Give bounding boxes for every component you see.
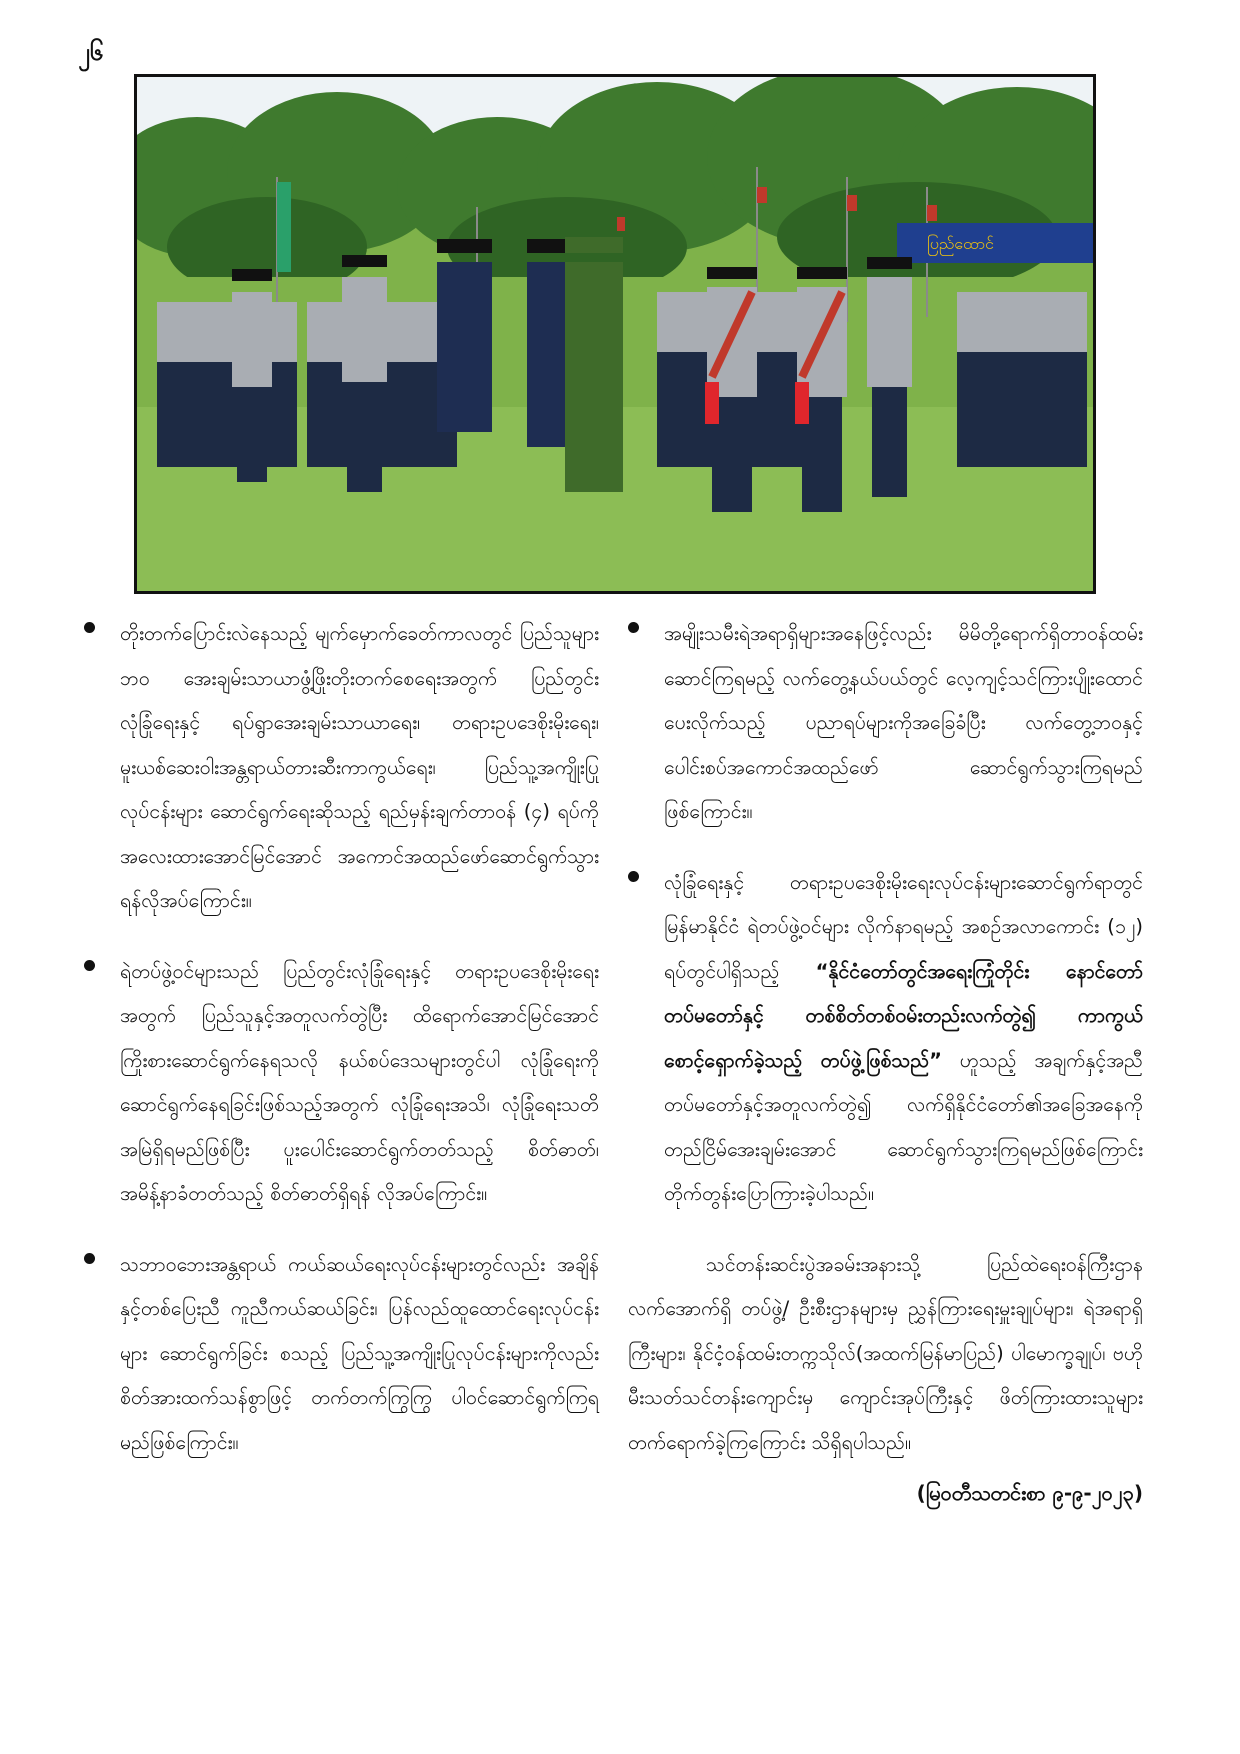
quote-conclusion: ဟူသည့် အချက်နှင့်အညီ တပ်မတော်နှင့်အတူလက်တွဲ၍ လက်ရှိနိုင်ငံတော်၏အခြေအနေကို တည်ငြိမ်အေးချမ်းအောင် ဆောင်ရွက်သွားကြရမည်ဖြစ်ကြောင်း တိုက်တွန်းပြောကြားခဲ့ပါသည်။ bbox=[664, 1048, 1143, 1205]
bullet-item bbox=[628, 861, 1143, 1217]
bullet-dot-icon bbox=[84, 622, 95, 633]
bullet-item bbox=[84, 1243, 599, 1466]
bullet-dot-icon bbox=[628, 871, 639, 882]
bullet-text: ရဲတပ်ဖွဲ့ဝင်များသည် ပြည်တွင်းလုံခြုံရေးနှင့် တရားဥပဒေစိုးမိုးရေးအတွက် ပြည်သူနှင့်အတူလက်တွဲပြီး ထိရောက်အောင်မြင်အောင် ကြိုးစားဆောင်ရွက်နေရသလို နယ်စပ်ဒေသများတွင်ပါ လုံခြုံရေးကို ဆောင်ရွက်နေရခြင်းဖြစ်သည့်အတွက် လုံခြုံရေးအသိ၊ လုံခြုံရေးသတိ အမြဲရှိရမည်ဖြစ်ပြီး ပူးပေါင်းဆောင်ရွက်တတ်သည့် စိတ်ဓာတ်၊ အမိန့်နာခံတတ်သည့် စိတ်ဓာတ်ရှိရန် လိုအပ်ကြောင်း။ bbox=[120, 959, 599, 1205]
quote-intro: လုံခြုံရေးနှင့် တရားဥပဒေစိုးမိုးရေးလုပ်ငန်းများဆောင်ရွက်ရာတွင် မြန်မာနိုင်ငံ ရဲတပ်ဖွဲ့ဝင်များ လိုက်နာရမည့် အစဉ်အလာကောင်း (၁၂) ရပ်တွင်ပါရှိသည့် bbox=[664, 870, 1143, 983]
bullet-item bbox=[84, 950, 599, 1217]
source-citation: (မြဝတီသတင်းစာ ၉-၉-၂၀၂၃) bbox=[916, 1481, 1143, 1505]
left-column bbox=[84, 612, 599, 1491]
attendance-paragraph: သင်တန်းဆင်းပွဲအခမ်းအနားသို့ ပြည်ထဲရေးဝန်ကြီးဌာနလက်အောက်ရှိ တပ်ဖွဲ့/ ဦးစီးဌာနများမှ ညွှန်ကြားရေးမှူးချုပ်များ၊ ရဲအရာရှိကြီးများ၊ နိုင်ငံ့ဝန်ထမ်းတက္ကသိုလ်(အထက်မြန်မာပြည်) ပါမောက္ခချုပ်၊ ဗဟိုမီးသတ်သင်တန်းကျောင်းမှ ကျောင်းအုပ်ကြီးနှင့် ဖိတ်ကြားထားသူများ တက်ရောက်ခဲ့ကြကြောင်း သိရှိရပါသည်။ bbox=[628, 1252, 1143, 1454]
bullet-text: တိုးတက်ပြောင်းလဲနေသည့် မျက်မှောက်ခေတ်ကာလတွင် ပြည်သူများဘဝ အေးချမ်းသာယာဖွံ့ဖြိုးတိုးတက်စေရေးအတွက် ပြည်တွင်းလုံခြုံရေးနှင့် ရပ်ရွာအေးချမ်းသာယာရေး၊ တရားဥပဒေစိုးမိုးရေး၊ မူးယစ်ဆေးဝါးအန္တရာယ်တားဆီးကာကွယ်ရေး၊ ပြည်သူ့အကျိုးပြုလုပ်ငန်းများ ဆောင်ရွက်ရေးဆိုသည့် ရည်မှန်းချက်တာဝန် (၄) ရပ်ကို အလေးထားအောင်မြင်အောင် အကောင်အထည်ဖော်ဆောင်ရွက်သွားရန်လိုအပ်ကြောင်း။ bbox=[120, 622, 599, 912]
parade-illustration bbox=[137, 77, 1093, 591]
parade-photo bbox=[134, 74, 1096, 594]
quoted-tradition: “နိုင်ငံတော်တွင်အရေးကြုံတိုင်း နောင်တော်တပ်မတော်နှင့် တစ်စိတ်တစ်ဝမ်းတည်းလက်တွဲ၍ ကာကွယ်စောင့်ရှောက်ခဲ့သည့် တပ်ဖွဲ့ဖြစ်သည်” bbox=[664, 959, 1143, 1072]
bullet-dot-icon bbox=[628, 622, 639, 633]
banner-text: ပြည်ထောင် bbox=[927, 234, 994, 253]
bullet-item bbox=[628, 612, 1143, 835]
bullet-dot-icon bbox=[84, 960, 95, 971]
right-column bbox=[628, 612, 1143, 1516]
bullet-text: သဘာဝဘေးအန္တရာယ် ကယ်ဆယ်ရေးလုပ်ငန်းများတွင်လည်း အချိန်နှင့်တစ်ပြေးညီ ကူညီကယ်ဆယ်ခြင်း၊ ပြန်လည်ထူထောင်ရေးလုပ်ငန်းများ ဆောင်ရွက်ခြင်း စသည့် ပြည်သူ့အကျိုးပြုလုပ်ငန်းများကိုလည်း စိတ်အားထက်သန်စွာဖြင့် တက်တက်ကြွကြွ ပါဝင်ဆောင်ရွက်ကြရမည်ဖြစ်ကြောင်း။ bbox=[120, 1252, 599, 1454]
page-number: ၂၆ bbox=[78, 38, 104, 66]
bullet-text: အမျိုးသမီးရဲအရာရှိများအနေဖြင့်လည်း မိမိတို့ရောက်ရှိတာဝန်ထမ်းဆောင်ကြရမည့် လက်တွေ့နယ်ပယ်တွင် လေ့ကျင့်သင်ကြားပျိုးထောင်ပေးလိုက်သည့် ပညာရပ်များကိုအခြေခံပြီး လက်တွေ့ဘဝနှင့် ပေါင်းစပ်အကောင်အထည်ဖော် ဆောင်ရွက်သွားကြရမည်ဖြစ်ကြောင်း။ bbox=[664, 622, 1143, 823]
bullet-text bbox=[664, 861, 1143, 1217]
bullet-dot-icon bbox=[84, 1253, 95, 1264]
bullet-item bbox=[84, 612, 599, 924]
